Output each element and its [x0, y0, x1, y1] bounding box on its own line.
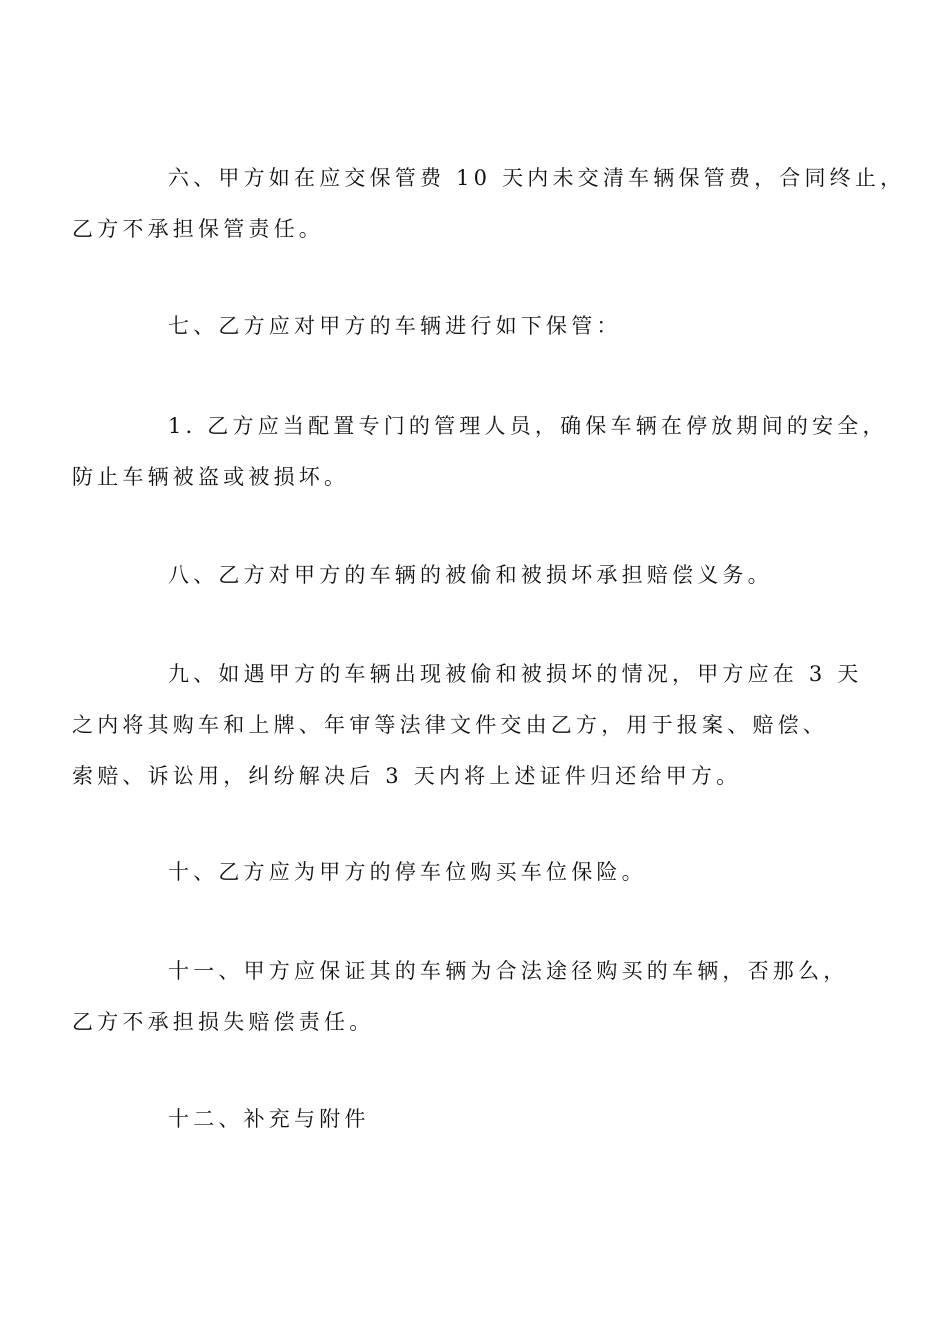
paragraph-line: 八、乙方对甲方的车辆的被偷和被损坏承担赔偿义务。: [168, 563, 773, 587]
paragraph-clause-6: [72, 153, 906, 255]
paragraph-line: 索赔、诉讼用，纠纷解决后 3 天内将上述证件归还给甲方。: [72, 764, 742, 788]
paragraph-line: 1. 乙方应当配置专门的管理人员，确保车辆在停放期间的安全，: [168, 414, 888, 438]
paragraph-line: 之内将其购车和上牌、年审等法律文件交由乙方，用于报案、赔偿、: [72, 713, 828, 737]
paragraph-clause-8: [120, 550, 852, 601]
paragraph-clause-11: [72, 946, 852, 1048]
paragraph-line: 九、如遇甲方的车辆出现被偷和被损坏的情况，甲方应在 3 天: [168, 662, 863, 686]
paragraph-line: 乙方不承担保管责任。: [72, 217, 324, 241]
paragraph-line: 十二、补充与附件: [168, 1107, 370, 1131]
paragraph-clause-7-item-1: [72, 401, 888, 503]
paragraph-line: 六、甲方如在应交保管费 10 天内未交清车辆保管费，合同终止，: [168, 166, 906, 190]
paragraph-line: 防止车辆被盗或被损坏。: [72, 465, 350, 489]
paragraph-clause-10: [120, 847, 852, 898]
paragraph-line: 七、乙方应对甲方的车辆进行如下保管：: [168, 314, 622, 338]
paragraph-clause-7: [120, 301, 852, 352]
paragraph-line: 十、乙方应为甲方的停车位购买车位保险。: [168, 860, 647, 884]
paragraph-line: 乙方不承担损失赔偿责任。: [72, 1010, 375, 1034]
paragraph-line: 十一、甲方应保证其的车辆为合法途径购买的车辆，否那么，: [168, 959, 849, 983]
paragraph-clause-9: [72, 649, 863, 802]
paragraph-clause-12: [120, 1094, 852, 1145]
